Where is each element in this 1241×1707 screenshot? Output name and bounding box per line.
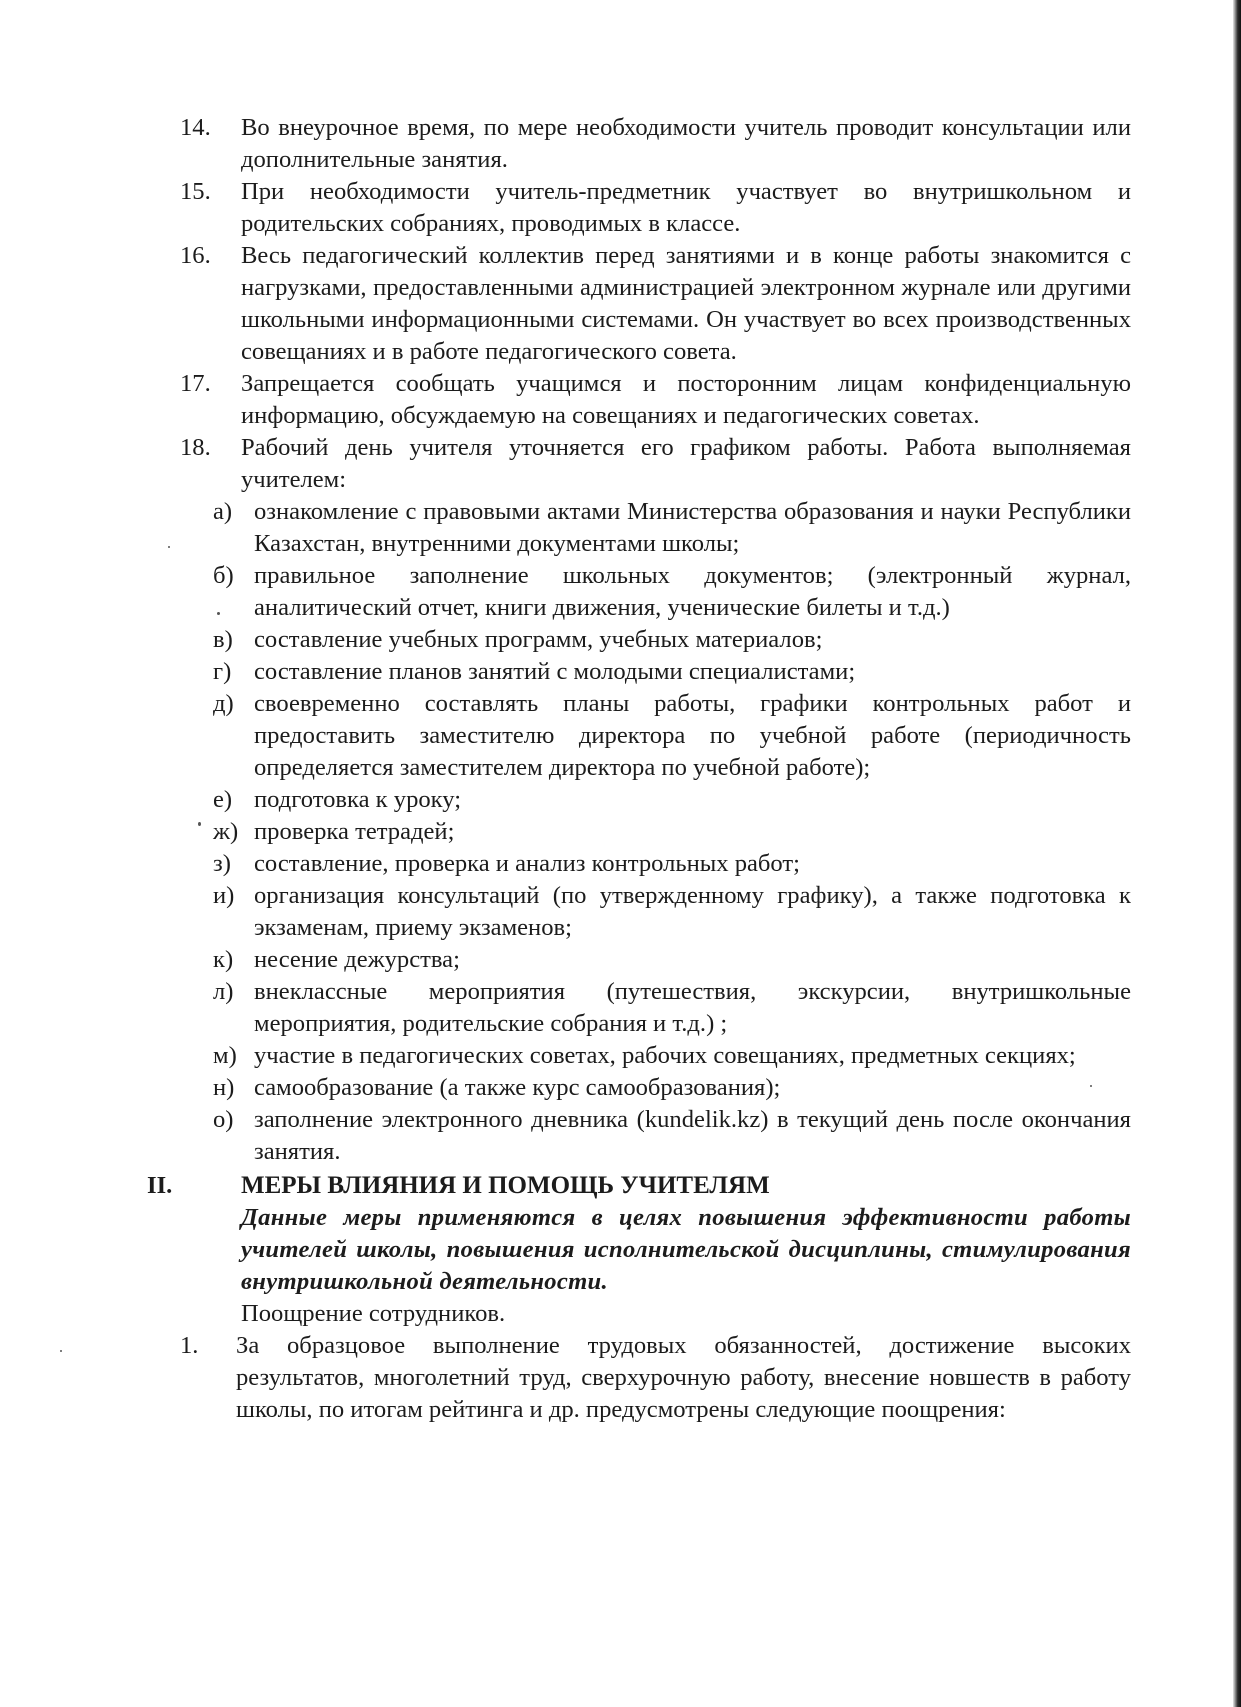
sub-item-text: проверка тетрадей; — [254, 818, 455, 845]
sub-item-letter: е) — [213, 786, 233, 813]
list-item — [0, 240, 1241, 368]
item-number: 15. — [180, 178, 211, 205]
sub-item-text: несение дежурства; — [254, 946, 460, 973]
list-item — [0, 176, 1241, 240]
sub-list-item — [0, 1040, 1241, 1072]
sub-list-item — [0, 560, 1241, 624]
document-body — [0, 112, 1241, 1426]
sub-item-text: составление планов занятий с молодыми специалистами; — [254, 658, 856, 685]
item-text: Во внеурочное время, по мере необходимости учитель проводит консультации или дополнительные занятия. — [241, 114, 1131, 173]
list-item — [0, 368, 1241, 432]
list-item — [0, 432, 1241, 496]
sub-item-text: своевременно составлять планы работы, графики контрольных работ и предоставить заместителю директора по учебной работе (периодичность определяется заместителем директора по учебной работе); — [254, 690, 1131, 781]
sub-list-item — [0, 880, 1241, 944]
sub-item-text: самообразование (а также курс самообразования); — [254, 1074, 781, 1101]
sub-list-item — [0, 816, 1241, 848]
sub-list-item — [0, 976, 1241, 1040]
item-number: 1. — [180, 1332, 199, 1359]
item-text: При необходимости учитель-предметник участвует во внутришкольном и родительских собраниях, проводимых в классе. — [241, 178, 1131, 237]
sub-item-letter: ж) — [213, 818, 239, 845]
section-intro: Данные меры применяются в целях повышения эффективности работы учителей школы, повышения исполнительской дисциплины, стимулирования внутришкольной деятельности. — [241, 1204, 1131, 1295]
sub-item-letter: и) — [213, 882, 235, 909]
sub-item-text: подготовка к уроку; — [254, 786, 462, 813]
item-number: 18. — [180, 434, 211, 461]
sub-item-letter: н) — [213, 1074, 235, 1101]
sub-item-letter: в) — [213, 626, 233, 653]
sub-item-letter: м) — [213, 1042, 237, 1069]
item-number: 17. — [180, 370, 211, 397]
list-item — [0, 1330, 1241, 1426]
item-text: Рабочий день учителя уточняется его графиком работы. Работа выполняемая учителем: — [241, 434, 1131, 493]
item-number: 14. — [180, 114, 211, 141]
sub-list-item — [0, 784, 1241, 816]
sub-item-text: ознакомление с правовыми актами Министерства образования и науки Республики Казахстан, внутренними документами школы; — [254, 498, 1131, 557]
sub-list-item — [0, 944, 1241, 976]
sub-list-item — [0, 1104, 1241, 1168]
sub-item-text: организация консультаций (по утвержденному графику), а также подготовка к экзаменам, приему экзаменов; — [254, 882, 1131, 941]
section-number: II. — [147, 1172, 173, 1199]
sub-list-item — [0, 1072, 1241, 1104]
subheading: Поощрение сотрудников. — [241, 1300, 506, 1327]
sub-item-letter: б) — [213, 562, 234, 589]
sub-item-text: составление, проверка и анализ контрольных работ; — [254, 850, 800, 877]
sub-list-item — [0, 848, 1241, 880]
sub-list-item — [0, 496, 1241, 560]
item-text: Весь педагогический коллектив перед занятиями и в конце работы знакомится с нагрузками, предоставленными администрацией электронном журнале или другими школьными информационными системами. Он участвует во всех производственных совещаниях и в работе педагогического совета. — [241, 242, 1131, 365]
sub-item-letter: з) — [213, 850, 231, 877]
sub-item-letter: к) — [213, 946, 234, 973]
sub-item-text: правильное заполнение школьных документов; (электронный журнал, аналитический отчет, книги движения, ученические билеты и т.д.) — [254, 562, 1131, 621]
sub-item-letter: г) — [213, 658, 232, 685]
item-number: 16. — [180, 242, 211, 269]
sub-item-letter: л) — [213, 978, 234, 1005]
sub-item-text: участие в педагогических советах, рабочих совещаниях, предметных секциях; — [254, 1042, 1076, 1069]
sub-item-text: заполнение электронного дневника (kundelik.kz) в текущий день после окончания занятия. — [254, 1106, 1131, 1165]
section-title: МЕРЫ ВЛИЯНИЯ И ПОМОЩЬ УЧИТЕЛЯМ — [241, 1172, 770, 1199]
sub-item-text: внеклассные мероприятия (путешествия, экскурсии, внутришкольные мероприятия, родительские собрания и т.д.) ; — [254, 978, 1131, 1037]
sub-item-letter: а) — [213, 498, 233, 525]
item-text: За образцовое выполнение трудовых обязанностей, достижение высоких результатов, многолетний труд, сверхурочную работу, внесение новшеств в работу школы, по итогам рейтинга и др. предусмотрены следующие поощрения: — [236, 1332, 1131, 1423]
sub-list-item — [0, 656, 1241, 688]
sub-item-letter: д) — [213, 690, 234, 717]
sub-item-text: составление учебных программ, учебных материалов; — [254, 626, 823, 653]
section-heading — [0, 1170, 1241, 1202]
sub-list-item — [0, 624, 1241, 656]
list-item — [0, 112, 1241, 176]
sub-item-letter: о) — [213, 1106, 234, 1133]
sub-list-item — [0, 688, 1241, 784]
item-text: Запрещается сообщать учащимся и посторонним лицам конфиденциальную информацию, обсуждаемую на совещаниях и педагогических советах. — [241, 370, 1131, 429]
